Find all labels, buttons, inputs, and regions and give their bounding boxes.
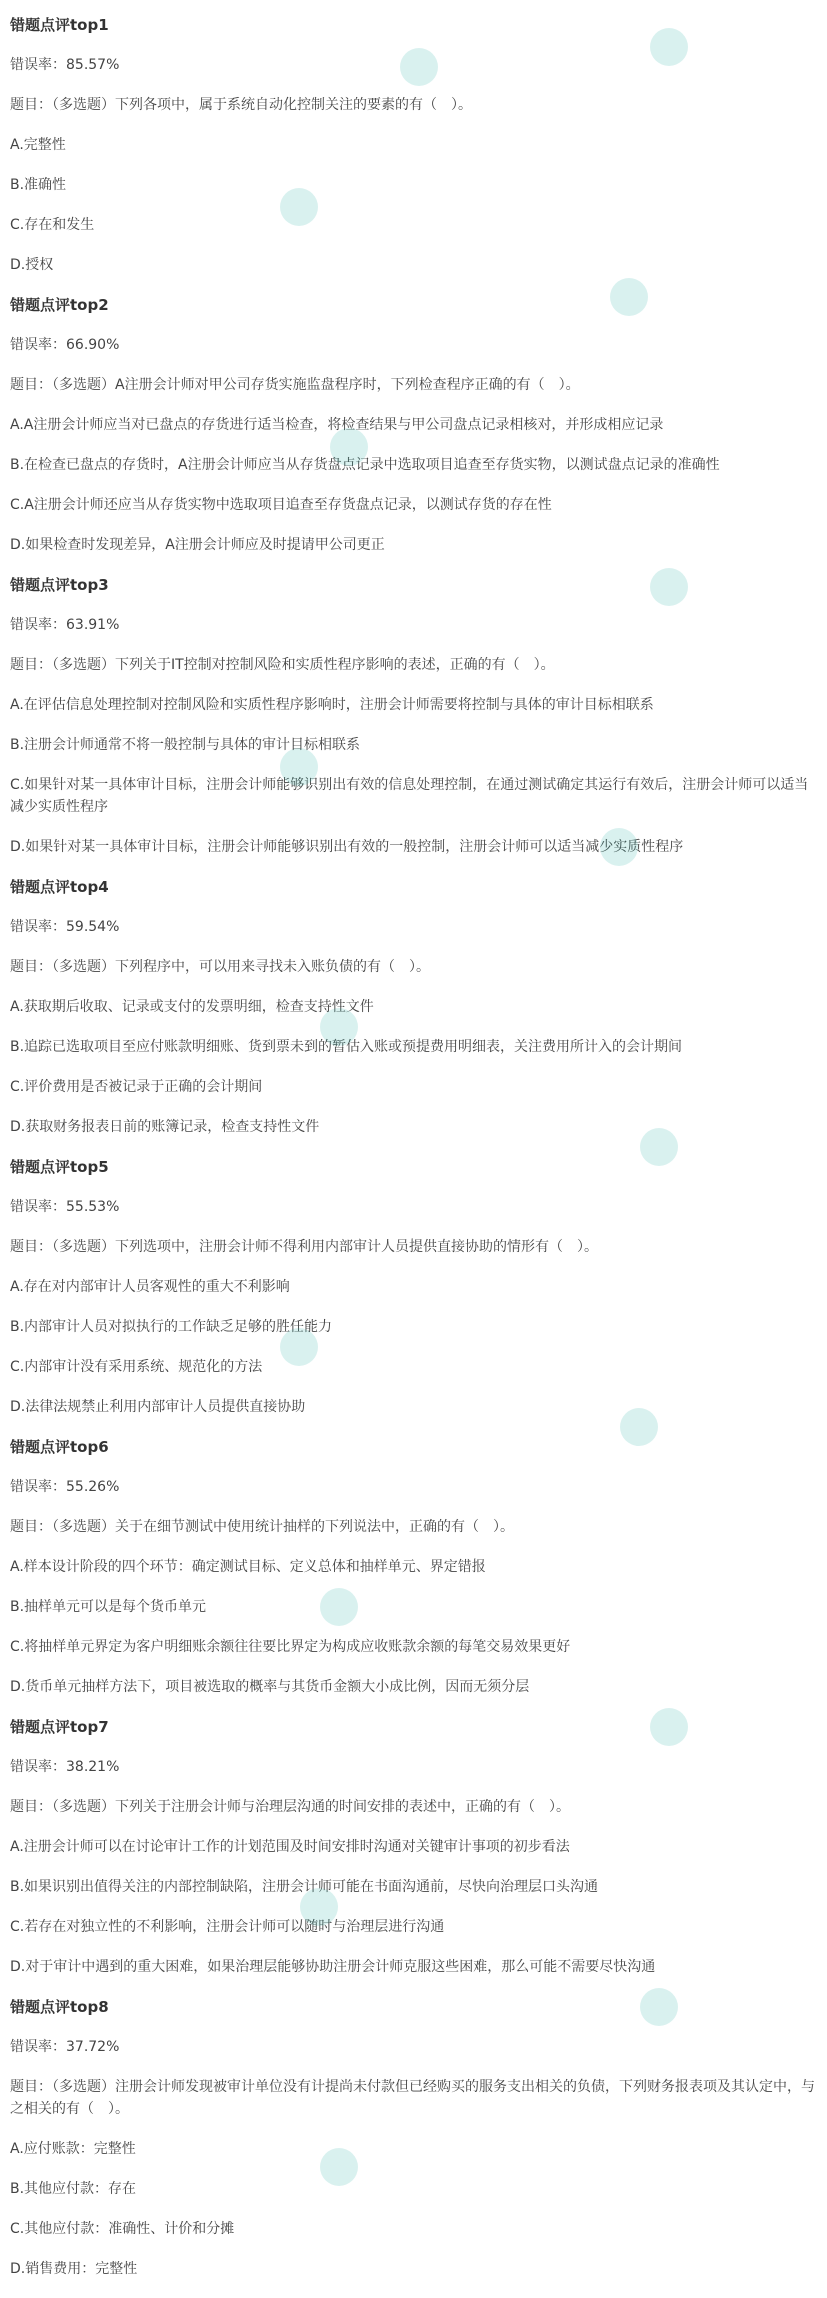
option-b: B.如果识别出值得关注的内部控制缺陷，注册会计师可能在书面沟通前，尽快向治理层口头沟通 xyxy=(10,1879,599,1895)
option-b: B.内部审计人员对拟执行的工作缺乏足够的胜任能力 xyxy=(10,1319,333,1335)
option-d: D.销售费用：完整性 xyxy=(10,2261,138,2277)
section-heading: 错题点评top7 xyxy=(10,1718,109,1736)
option-a: A.注册会计师可以在讨论审计工作的计划范围及时间安排时沟通对关键审计事项的初步看法 xyxy=(10,1839,570,1855)
option-a: A.A注册会计师应当对已盘点的存货进行适当检查，将检查结果与甲公司盘点记录相核对，并形成相应记录 xyxy=(10,417,664,433)
option-d: D.获取财务报表日前的账簿记录，检查支持性文件 xyxy=(10,1119,320,1135)
section-heading: 错题点评top8 xyxy=(10,1998,109,2016)
error-rate: 错误率：66.90% xyxy=(10,337,120,353)
section-top3 xyxy=(10,574,822,858)
section-top4 xyxy=(10,876,822,1138)
option-d: D.如果针对某一具体审计目标，注册会计师能够识别出有效的一般控制，注册会计师可以适当减少实质性程序 xyxy=(10,839,684,855)
option-c: C.若存在对独立性的不利影响，注册会计师可以随时与治理层进行沟通 xyxy=(10,1919,445,1935)
question-text: 题目：（多选题）下列关于IT控制对控制风险和实质性程序影响的表述，正确的有（ ）。 xyxy=(10,657,555,673)
section-heading: 错题点评top3 xyxy=(10,576,109,594)
section-heading: 错题点评top4 xyxy=(10,878,109,896)
section-heading: 错题点评top6 xyxy=(10,1438,109,1456)
option-c: C.A注册会计师还应当从存货实物中选取项目追查至存货盘点记录，以测试存货的存在性 xyxy=(10,497,552,513)
option-b: B.在检查已盘点的存货时，A注册会计师应当从存货盘点记录中选取项目追查至存货实物，以测试盘点记录的准确性 xyxy=(10,457,720,473)
section-heading: 错题点评top2 xyxy=(10,296,109,314)
option-b: B.注册会计师通常不将一般控制与具体的审计目标相联系 xyxy=(10,737,361,753)
option-c: C.存在和发生 xyxy=(10,217,95,233)
section-top2 xyxy=(10,294,822,556)
error-rate: 错误率：59.54% xyxy=(10,919,120,935)
section-top1 xyxy=(10,14,822,276)
option-d: D.法律法规禁止利用内部审计人员提供直接协助 xyxy=(10,1399,306,1415)
option-d: D.货币单元抽样方法下，项目被选取的概率与其货币金额大小成比例，因而无须分层 xyxy=(10,1679,530,1695)
error-rate: 错误率：55.26% xyxy=(10,1479,120,1495)
error-rate: 错误率：38.21% xyxy=(10,1759,120,1775)
option-b: B.追踪已选取项目至应付账款明细账、货到票未到的暂估入账或预提费用明细表，关注费用所计入的会计期间 xyxy=(10,1039,683,1055)
question-text: 题目：（多选题）下列关于注册会计师与治理层沟通的时间安排的表述中，正确的有（ ）。 xyxy=(10,1799,570,1815)
option-a: A.完整性 xyxy=(10,137,66,153)
section-heading: 错题点评top1 xyxy=(10,16,109,34)
section-top6 xyxy=(10,1436,822,1698)
option-c: C.其他应付款：准确性、计价和分摊 xyxy=(10,2221,235,2237)
option-b: B.准确性 xyxy=(10,177,67,193)
section-heading: 错题点评top5 xyxy=(10,1158,109,1176)
section-top5 xyxy=(10,1156,822,1418)
question-text: 题目：（多选题）A注册会计师对甲公司存货实施监盘程序时，下列检查程序正确的有（ ）。 xyxy=(10,377,580,393)
option-a: A.应付账款：完整性 xyxy=(10,2141,136,2157)
option-b: B.抽样单元可以是每个货币单元 xyxy=(10,1599,207,1615)
question-text: 题目：（多选题）下列选项中，注册会计师不得利用内部审计人员提供直接协助的情形有（ ）。 xyxy=(10,1239,598,1255)
error-rate: 错误率：37.72% xyxy=(10,2039,120,2055)
option-a: A.获取期后收取、记录或支付的发票明细，检查支持性文件 xyxy=(10,999,374,1015)
question-text: 题目：（多选题）下列各项中，属于系统自动化控制关注的要素的有（ ）。 xyxy=(10,97,472,113)
question-text: 题目：（多选题）关于在细节测试中使用统计抽样的下列说法中，正确的有（ ）。 xyxy=(10,1519,514,1535)
option-a: A.样本设计阶段的四个环节：确定测试目标、定义总体和抽样单元、界定错报 xyxy=(10,1559,486,1575)
error-rate: 错误率：85.57% xyxy=(10,57,120,73)
section-top8 xyxy=(10,1996,822,2280)
option-c: C.将抽样单元界定为客户明细账余额往往要比界定为构成应收账款余额的每笔交易效果更好 xyxy=(10,1639,571,1655)
option-d: D.对于审计中遇到的重大困难，如果治理层能够协助注册会计师克服这些困难，那么可能不需要尽快沟通 xyxy=(10,1959,656,1975)
error-rate: 错误率：55.53% xyxy=(10,1199,120,1215)
option-c: C.内部审计没有采用系统、规范化的方法 xyxy=(10,1359,263,1375)
section-top7 xyxy=(10,1716,822,1978)
option-a: A.在评估信息处理控制对控制风险和实质性程序影响时，注册会计师需要将控制与具体的审计目标相联系 xyxy=(10,697,654,713)
question-text: 题目：（多选题）注册会计师发现被审计单位没有计提尚未付款但已经购买的服务支出相关的负债，下列财务报表项及其认定中，与之相关的有（ ）。 xyxy=(10,2079,815,2117)
error-rate: 错误率：63.91% xyxy=(10,617,120,633)
option-d: D.授权 xyxy=(10,257,54,273)
option-c: C.如果针对某一具体审计目标，注册会计师能够识别出有效的信息处理控制，在通过测试确定其运行有效后，注册会计师可以适当减少实质性程序 xyxy=(10,777,809,815)
question-text: 题目：（多选题）下列程序中，可以用来寻找未入账负债的有（ ）。 xyxy=(10,959,430,975)
option-b: B.其他应付款：存在 xyxy=(10,2181,137,2197)
document xyxy=(10,14,822,2298)
option-c: C.评价费用是否被记录于正确的会计期间 xyxy=(10,1079,263,1095)
option-a: A.存在对内部审计人员客观性的重大不利影响 xyxy=(10,1279,290,1295)
option-d: D.如果检查时发现差异，A注册会计师应及时提请甲公司更正 xyxy=(10,537,385,553)
